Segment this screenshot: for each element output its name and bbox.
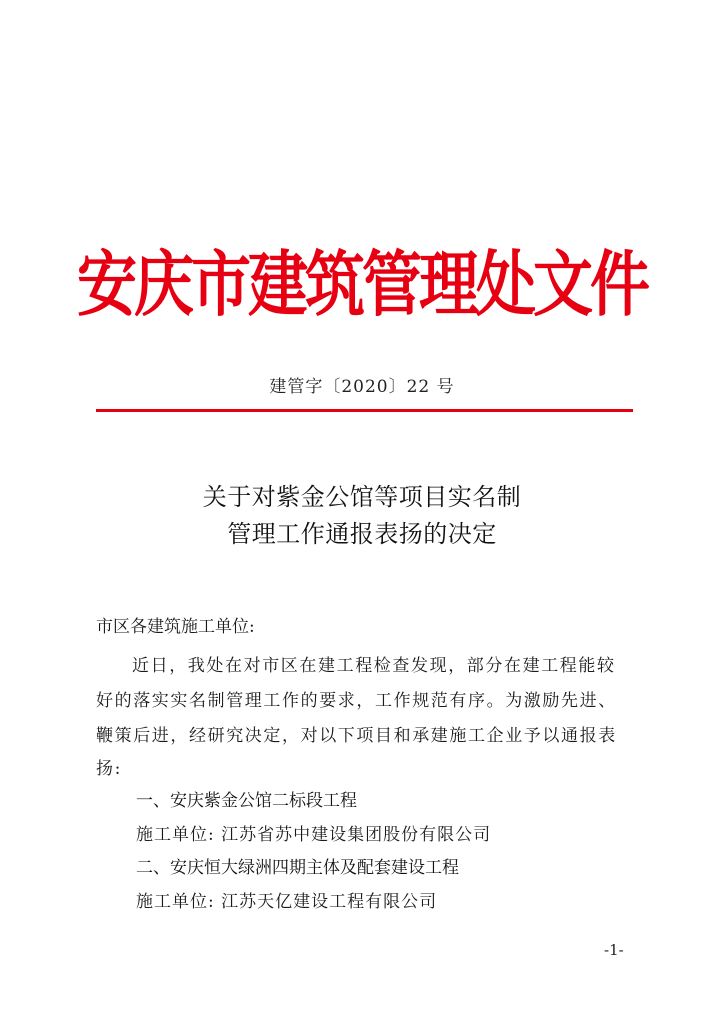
document-title-line-2: 管理工作通报表扬的决定 [227, 520, 497, 548]
construction-unit-2: 施工单位: 江苏天亿建设工程有限公司 [136, 892, 438, 912]
page-number: -1- [604, 941, 624, 959]
paragraph-line: 扬: [96, 759, 122, 779]
issuing-authority-header: 安庆市建筑管理处文件 [77, 243, 647, 327]
paragraph-line: 好的落实实名制管理工作的要求，工作规范有序。为激励先进、 [96, 691, 617, 711]
document-title-line-1: 关于对紫金公馆等项目实名制 [202, 483, 522, 511]
paragraph-line: 近日，我处在对市区在建工程检查发现，部分在建工程能较 [132, 656, 616, 676]
addressee: 市区各建筑施工单位: [96, 617, 255, 637]
project-heading-2: 二、安庆恒大绿洲四期主体及配套建设工程 [136, 858, 459, 878]
construction-unit-1: 施工单位: 江苏省苏中建设集团股份有限公司 [136, 825, 492, 845]
red-divider-line [96, 409, 633, 412]
project-heading-1: 一、安庆紫金公馆二标段工程 [136, 791, 357, 811]
paragraph-line: 鞭策后进，经研究决定，对以下项目和承建施工企业予以通报表 [96, 726, 617, 746]
document-number: 建管字〔2020〕22 号 [269, 377, 455, 397]
